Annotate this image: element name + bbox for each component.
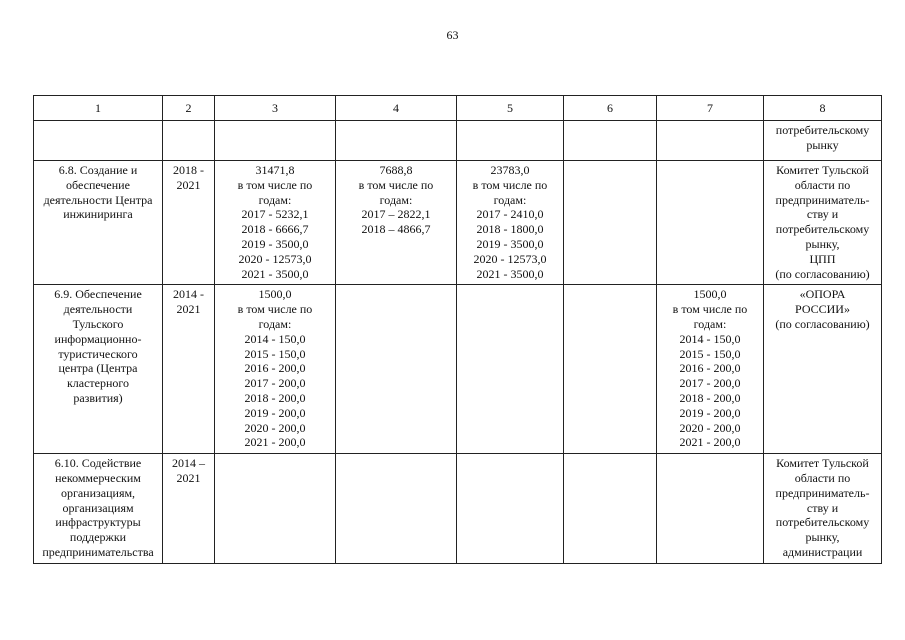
cell-text-line: 2020 - 12573,0 (238, 251, 312, 266)
measure-name-cell (34, 121, 163, 161)
cell-text-line: организациям (62, 500, 134, 515)
cell-text-line: ству и (806, 500, 839, 515)
cell-text-line: предприниматель- (775, 192, 870, 207)
cell-text-line: в том числе по (237, 177, 313, 192)
cell-text-line: рынку, (805, 530, 840, 545)
program-measures-table (33, 95, 882, 564)
cell-text-line: администрации (782, 544, 863, 559)
cell-text-line: 2019 - 200,0 (244, 405, 306, 420)
cell-text-line: 2021 - 3500,0 (476, 266, 544, 281)
column-header-1: 1 (34, 96, 163, 121)
cell-text-line: в том числе по (472, 177, 548, 192)
table-row (34, 454, 882, 564)
measure-name-cell (34, 285, 163, 454)
cell-text-line: области по (794, 177, 851, 192)
cell-text-line: Комитет Тульской (776, 163, 869, 177)
cell-text-line: 2018 - 1800,0 (476, 222, 544, 237)
cell-text-line: инжиниринга (63, 207, 133, 222)
cell-text-line: (по согласованию) (775, 266, 870, 281)
extra-budget-funding-cell (657, 121, 764, 161)
cell-text-line: некоммерческим (55, 470, 141, 485)
executor-cell (764, 454, 882, 564)
cell-text-line: кластерного (66, 376, 130, 391)
municipal-funding-cell (564, 121, 657, 161)
total-funding-cell (215, 285, 336, 454)
table-row (34, 285, 882, 454)
cell-text-line: Тульского (72, 316, 124, 331)
period-cell (163, 161, 215, 285)
cell-text-line: инфраструктуры (55, 515, 141, 530)
cell-text-line: 31471,8 (255, 163, 295, 177)
cell-text-line: рынку (806, 137, 839, 152)
cell-text-line: центра (Центра (58, 361, 138, 376)
cell-text-line: области по (794, 470, 851, 485)
total-funding-cell (215, 454, 336, 564)
federal-funding-cell (336, 454, 457, 564)
cell-text-line: 2020 - 12573,0 (473, 251, 547, 266)
period-cell (163, 454, 215, 564)
cell-text-line: 7688,8 (379, 163, 413, 177)
cell-text-line: 2018 – 4866,7 (361, 222, 431, 237)
cell-text-line: 2019 - 3500,0 (241, 236, 309, 251)
executor-cell (764, 161, 882, 285)
extra-budget-funding-cell (657, 454, 764, 564)
cell-text-line: 2020 - 200,0 (679, 420, 741, 435)
period-cell (163, 285, 215, 454)
measure-name-cell (34, 454, 163, 564)
cell-text-line: 2019 - 200,0 (679, 405, 741, 420)
regional-funding-cell (457, 285, 564, 454)
cell-text-line: годам: (379, 192, 413, 207)
cell-text-line: 6.9. Обеспечение (54, 287, 142, 302)
cell-text-line: деятельности Центра (43, 192, 153, 207)
cell-text-line: ству и (806, 207, 839, 222)
cell-text-line: 2021 (176, 470, 201, 485)
cell-text-line: рынку, (805, 236, 840, 251)
cell-text-line: 2014 - 150,0 (679, 331, 741, 346)
cell-text-line: 2018 - 200,0 (679, 390, 741, 405)
cell-text-line: 2021 (176, 302, 201, 317)
period-cell (163, 121, 215, 161)
cell-text-line: годам: (258, 316, 292, 331)
extra-budget-funding-cell (657, 161, 764, 285)
column-header-3: 3 (215, 96, 336, 121)
cell-text-line: 1500,0 (258, 287, 292, 302)
table-row (34, 161, 882, 285)
cell-text-line: обеспечение (66, 177, 130, 192)
municipal-funding-cell (564, 454, 657, 564)
cell-text-line: 2021 - 200,0 (244, 435, 306, 450)
cell-text-line: 6.8. Создание и (58, 163, 138, 177)
total-funding-cell (215, 121, 336, 161)
cell-text-line: 2021 - 3500,0 (241, 266, 309, 281)
executor-cell (764, 121, 882, 161)
column-header-2: 2 (163, 96, 215, 121)
cell-text-line: предпринимательства (42, 544, 154, 559)
cell-text-line: 1500,0 (693, 287, 727, 302)
cell-text-line: 2017 - 200,0 (679, 376, 741, 391)
regional-funding-cell (457, 121, 564, 161)
total-funding-cell (215, 161, 336, 285)
cell-text-line: в том числе по (237, 302, 313, 317)
cell-text-line: организациям, (60, 485, 136, 500)
regional-funding-cell (457, 454, 564, 564)
cell-text-line: РОССИИ» (795, 302, 850, 317)
cell-text-line: «ОПОРА (799, 287, 846, 302)
cell-text-line: 2017 - 200,0 (244, 376, 306, 391)
executor-cell (764, 285, 882, 454)
cell-text-line: 2018 - 6666,7 (241, 222, 309, 237)
cell-text-line: 2015 - 150,0 (244, 346, 306, 361)
cell-text-line: (по согласованию) (775, 316, 870, 331)
cell-text-line: 2017 - 2410,0 (476, 207, 544, 222)
column-header-6: 6 (564, 96, 657, 121)
table-row (34, 121, 882, 161)
cell-text-line: информационно- (54, 331, 142, 346)
measure-name-cell (34, 161, 163, 285)
cell-text-line: 2018 - (173, 163, 204, 177)
cell-text-line: 2021 - 200,0 (679, 435, 741, 450)
municipal-funding-cell (564, 161, 657, 285)
cell-text-line: 2015 - 150,0 (679, 346, 741, 361)
cell-text-line: 2017 – 2822,1 (361, 207, 431, 222)
column-header-4: 4 (336, 96, 457, 121)
cell-text-line: 2019 - 3500,0 (476, 236, 544, 251)
federal-funding-cell (336, 285, 457, 454)
cell-text-line: туристического (58, 346, 138, 361)
cell-text-line: 2017 - 5232,1 (241, 207, 309, 222)
cell-text-line: 2014 - (173, 287, 204, 302)
cell-text-line: развития) (73, 390, 123, 405)
column-header-7: 7 (657, 96, 764, 121)
cell-text-line: потребительскому (775, 123, 870, 137)
cell-text-line: потребительскому (775, 515, 870, 530)
cell-text-line: 2020 - 200,0 (244, 420, 306, 435)
cell-text-line: 6.10. Содействие (54, 456, 142, 471)
cell-text-line: деятельности (63, 302, 133, 317)
cell-text-line: годам: (493, 192, 527, 207)
cell-text-line: в том числе по (358, 177, 434, 192)
cell-text-line: годам: (258, 192, 292, 207)
cell-text-line: ЦПП (809, 251, 836, 266)
federal-funding-cell (336, 121, 457, 161)
cell-text-line: 23783,0 (490, 163, 530, 177)
table-header-row (34, 96, 882, 121)
cell-text-line: 2021 (176, 177, 201, 192)
column-header-5: 5 (457, 96, 564, 121)
cell-text-line: годам: (693, 316, 727, 331)
federal-funding-cell (336, 161, 457, 285)
regional-funding-cell (457, 161, 564, 285)
cell-text-line: поддержки (69, 530, 127, 545)
cell-text-line: 2018 - 200,0 (244, 390, 306, 405)
extra-budget-funding-cell (657, 285, 764, 454)
column-header-8: 8 (764, 96, 882, 121)
cell-text-line: Комитет Тульской (776, 456, 869, 471)
cell-text-line: потребительскому (775, 222, 870, 237)
cell-text-line: предприниматель- (775, 485, 870, 500)
cell-text-line: 2016 - 200,0 (244, 361, 306, 376)
cell-text-line: 2016 - 200,0 (679, 361, 741, 376)
cell-text-line: в том числе по (672, 302, 748, 317)
municipal-funding-cell (564, 285, 657, 454)
cell-text-line: 2014 - 150,0 (244, 331, 306, 346)
page-number: 63 (446, 28, 459, 42)
cell-text-line: 2014 – (172, 456, 205, 471)
